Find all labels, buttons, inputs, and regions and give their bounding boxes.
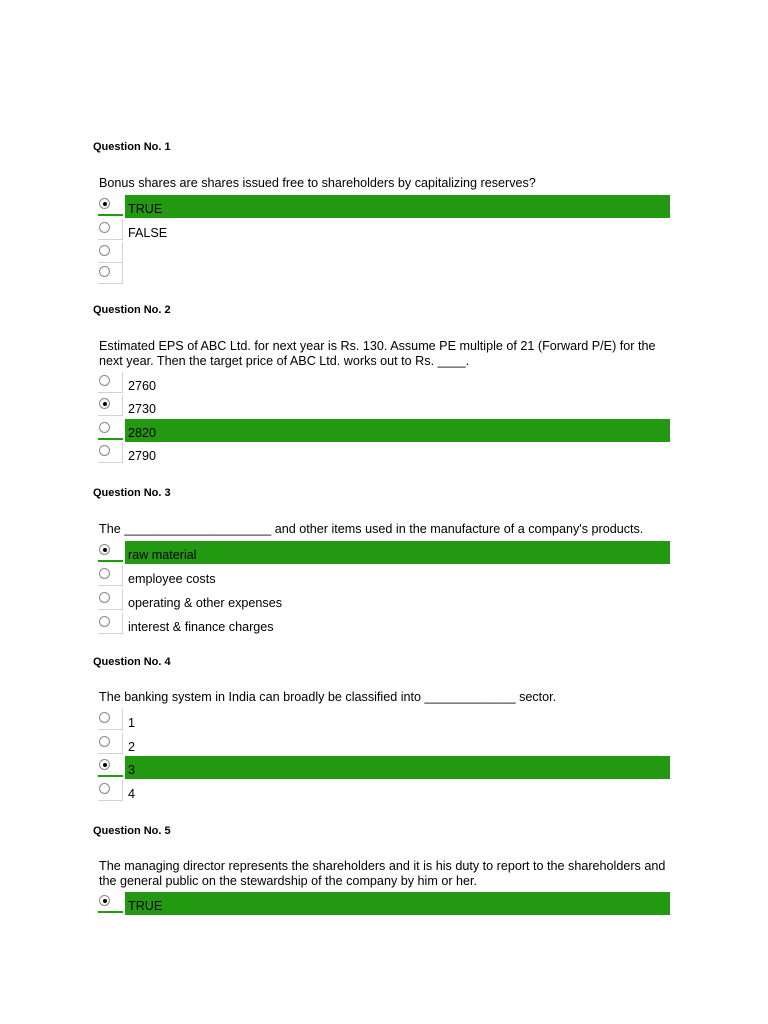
- answer-option[interactable]: [98, 589, 670, 612]
- answer-option-label: operating & other expenses: [128, 596, 283, 610]
- answer-option[interactable]: [98, 565, 670, 588]
- answer-option[interactable]: [98, 780, 670, 803]
- answer-option-label: 2760: [128, 379, 157, 393]
- answer-option-label: employee costs: [128, 572, 216, 586]
- radio-button-selected[interactable]: [99, 198, 110, 209]
- radio-button[interactable]: [99, 592, 110, 603]
- radio-button[interactable]: [99, 266, 110, 277]
- question-heading: Question No. 5: [93, 825, 171, 837]
- answer-option-label: 2: [128, 740, 136, 754]
- radio-button[interactable]: [99, 445, 110, 456]
- answer-option-label: 3: [128, 763, 136, 777]
- answer-option-label: TRUE: [128, 202, 163, 216]
- answer-option-correct[interactable]: [98, 756, 670, 779]
- answer-option-label: 2790: [128, 449, 157, 463]
- question-heading: Question No. 1: [93, 141, 171, 153]
- question-heading: Question No. 3: [93, 487, 171, 499]
- answer-option[interactable]: [98, 613, 670, 636]
- question-heading: Question No. 2: [93, 304, 171, 316]
- answer-option-label: 4: [128, 787, 136, 801]
- answer-option[interactable]: [98, 242, 670, 265]
- answer-option-label: interest & finance charges: [128, 620, 274, 634]
- answer-option-label: TRUE: [128, 899, 163, 913]
- correct-answer-highlight: [125, 195, 670, 218]
- radio-button[interactable]: [99, 222, 110, 233]
- answer-option[interactable]: [98, 733, 670, 756]
- answer-option[interactable]: [98, 372, 670, 395]
- answer-option-correct[interactable]: [98, 541, 670, 564]
- radio-button[interactable]: [99, 736, 110, 747]
- correct-answer-highlight: [125, 756, 670, 779]
- answer-option[interactable]: [98, 442, 670, 465]
- answer-option-label: 2730: [128, 402, 157, 416]
- question-text: The _____________________ and other items used in the manufacture of a company's products.: [99, 522, 644, 536]
- answer-option[interactable]: [98, 395, 670, 418]
- answer-option-correct[interactable]: [98, 892, 670, 915]
- answer-option-correct[interactable]: [98, 419, 670, 442]
- correct-answer-highlight: [125, 541, 670, 564]
- question-text: Estimated EPS of ABC Ltd. for next year is Rs. 130. Assume PE multiple of 21 (Forward P/E) for the next year. Then the target price of ABC Ltd. works out to Rs. ____.: [99, 339, 656, 368]
- answer-option-label: 1: [128, 716, 136, 730]
- answer-option[interactable]: [98, 219, 670, 242]
- radio-button-selected[interactable]: [99, 895, 110, 906]
- correct-answer-highlight: [125, 892, 670, 915]
- answer-option-label: 2820: [128, 426, 157, 440]
- question-heading: Question No. 4: [93, 656, 171, 668]
- answer-option-label: raw material: [128, 548, 197, 562]
- answer-option-label: FALSE: [128, 226, 168, 240]
- question-text: The managing director represents the shareholders and it is his duty to report to the shareholders and the general public on the stewardship of the company by him or her.: [99, 859, 666, 888]
- answer-option-correct[interactable]: [98, 195, 670, 218]
- question-text: Bonus shares are shares issued free to shareholders by capitalizing reserves?: [99, 176, 536, 190]
- radio-button-selected[interactable]: [99, 398, 110, 409]
- question-text: The banking system in India can broadly be classified into _____________ sector.: [99, 690, 557, 704]
- answer-option[interactable]: [98, 263, 670, 286]
- radio-button[interactable]: [99, 568, 110, 579]
- radio-button[interactable]: [99, 422, 110, 433]
- radio-button[interactable]: [99, 375, 110, 386]
- radio-button[interactable]: [99, 245, 110, 256]
- correct-answer-highlight: [125, 419, 670, 442]
- radio-button-selected[interactable]: [99, 544, 110, 555]
- radio-button[interactable]: [99, 616, 110, 627]
- radio-button[interactable]: [99, 712, 110, 723]
- radio-button[interactable]: [99, 783, 110, 794]
- radio-button-selected[interactable]: [99, 759, 110, 770]
- answer-option[interactable]: [98, 709, 670, 732]
